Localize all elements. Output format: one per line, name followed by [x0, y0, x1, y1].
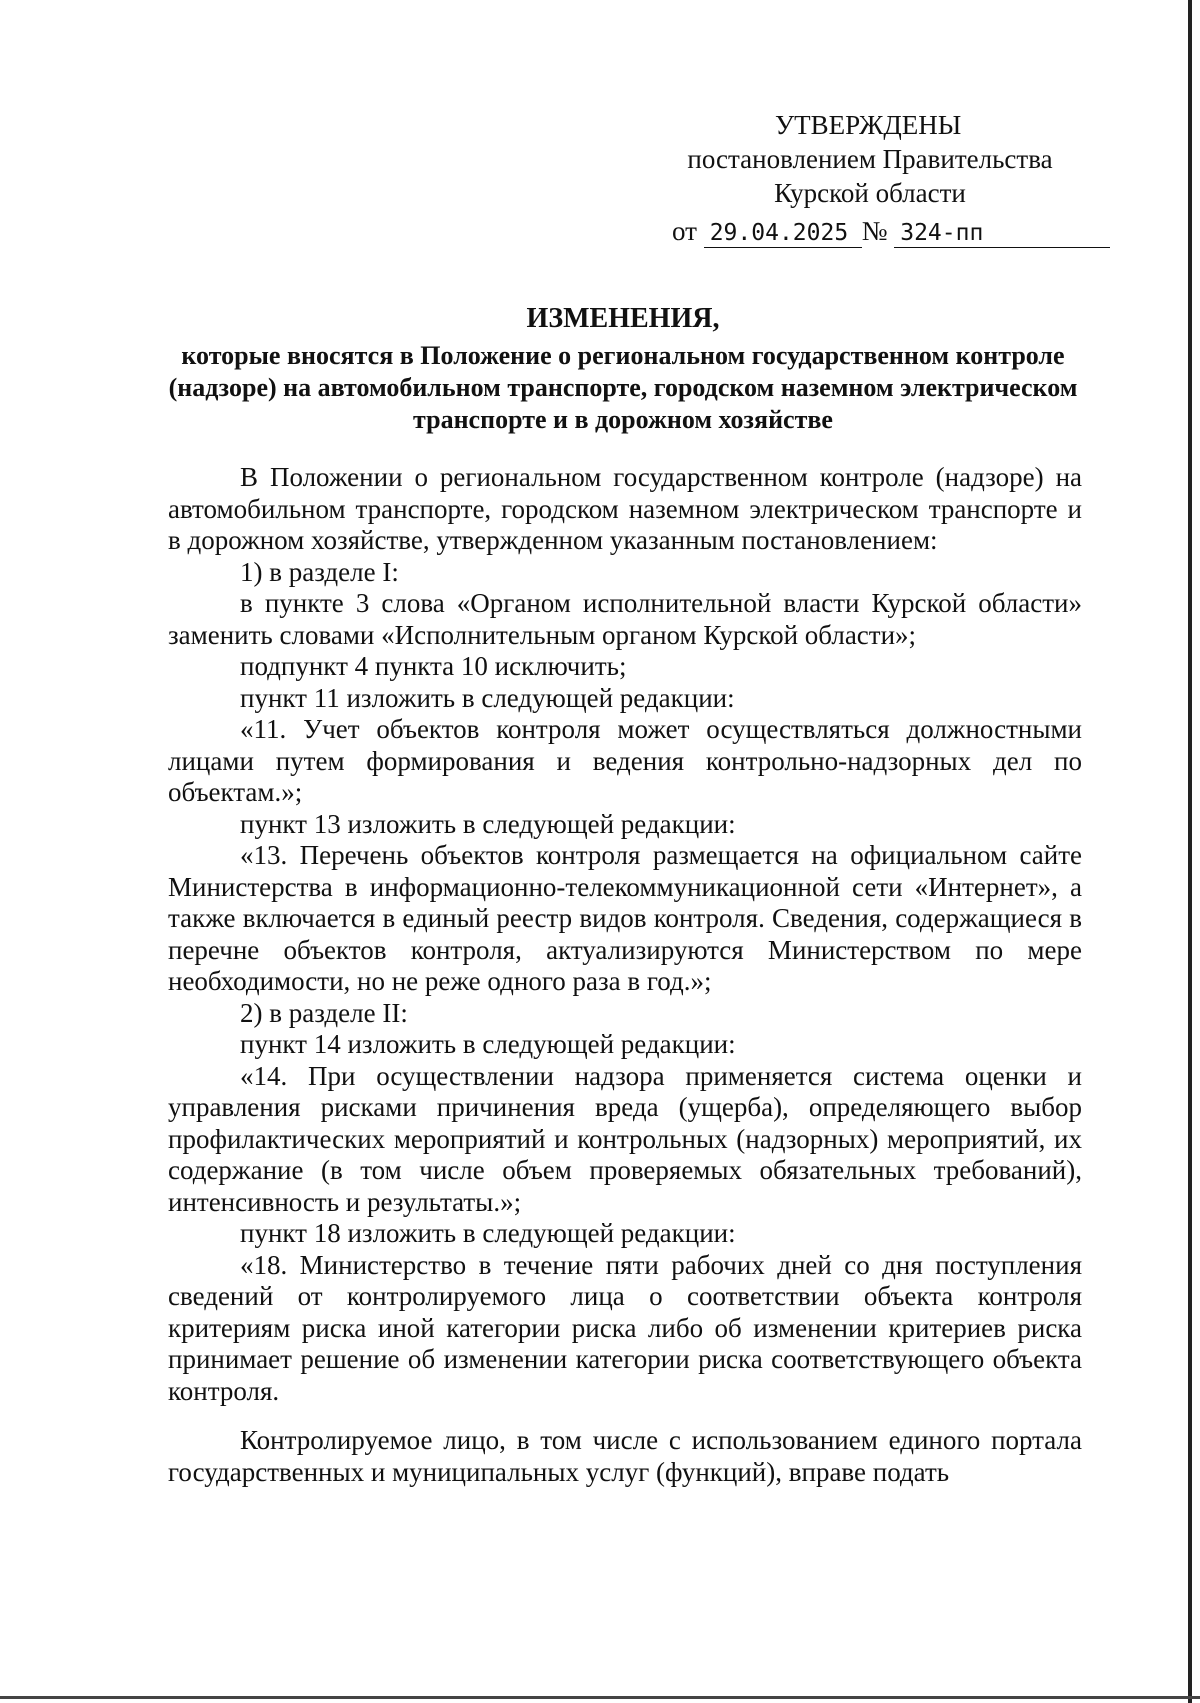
title-subheading: которые вносятся в Положение о региональном государственном контроле (надзоре) на автомобильном транспорте, городском наземном электрическом транспорте и в дорожном хозяйстве: [168, 341, 1078, 434]
body-paragraph: «11. Учет объектов контроля может осуществляться должностными лицами путем формирования и ведения контрольно-надзорных дел по объектам.»;: [168, 714, 1082, 807]
document-body: [168, 462, 1082, 1488]
document-title: [168, 300, 1078, 436]
body-paragraph: пункт 13 изложить в следующей редакции:: [240, 808, 736, 839]
scan-edge-right: [1188, 0, 1192, 1703]
title-heading: ИЗМЕНЕНИЯ,: [526, 303, 720, 334]
approval-heading: УТВЕРЖДЕНЫ: [775, 110, 962, 140]
scan-edge-bottom: [0, 1696, 1200, 1699]
body-paragraph: 1) в разделе I:: [240, 556, 399, 587]
approval-region: Курской области: [774, 178, 966, 208]
approval-date-line: [672, 214, 1110, 248]
body-paragraph: пункт 18 изложить в следующей редакции:: [240, 1218, 736, 1248]
body-paragraph: Контролируемое лицо, в том числе с использованием единого портала государственных и муниципальных услуг (функций), вправе подать: [168, 1425, 1082, 1487]
body-paragraph: 2) в разделе II:: [240, 997, 408, 1028]
body-paragraph: В Положении о региональном государственном контроле (надзоре) на автомобильном транспорте, городском наземном электрическом транспорте и в дорожном хозяйстве, утвержденном указанным постановлением:: [168, 462, 1082, 555]
approval-number: 324-пп: [894, 219, 1110, 248]
body-paragraph: в пункте 3 слова «Органом исполнительной власти Курской области» заменить словами «Исполнительным органом Курской области»;: [168, 588, 1082, 650]
approval-date: 29.04.2025: [704, 219, 862, 248]
approval-issuer: постановлением Правительства: [687, 144, 1053, 174]
body-paragraph: «13. Перечень объектов контроля размещается на официальном сайте Министерства в информационно-телекоммуникационной сети «Интернет», а также включается в единый реестр видов контроля. Сведения, содержащиеся в перечне объектов контроля, актуализируются Министерством по мере необходимости, но не реже одного раза в год.»;: [168, 840, 1082, 996]
body-paragraph: пункт 14 изложить в следующей редакции:: [240, 1029, 736, 1059]
body-paragraph: пункт 11 изложить в следующей редакции:: [240, 682, 735, 713]
date-prefix: от: [672, 216, 697, 246]
number-prefix: №: [861, 216, 888, 246]
approval-block: [660, 108, 1080, 210]
body-paragraph: «18. Министерство в течение пяти рабочих дней со дня поступления сведений от контролируемого лица о соответствии объекта контроля критериям риска иной категории риска либо об изменении критериев риска принимает решение об изменении категории риска соответствующего объекта контроля.: [168, 1249, 1082, 1406]
body-paragraph: подпункт 4 пункта 10 исключить;: [240, 651, 627, 681]
body-paragraph: «14. При осуществлении надзора применяется система оценки и управления рисками причинения вреда (ущерба), определяющего выбор профилактических мероприятий и контрольных (надзорных) мероприятий, их содержание (в том числе объем проверяемых обязательных требований), интенсивность и результаты.»;: [168, 1060, 1082, 1217]
